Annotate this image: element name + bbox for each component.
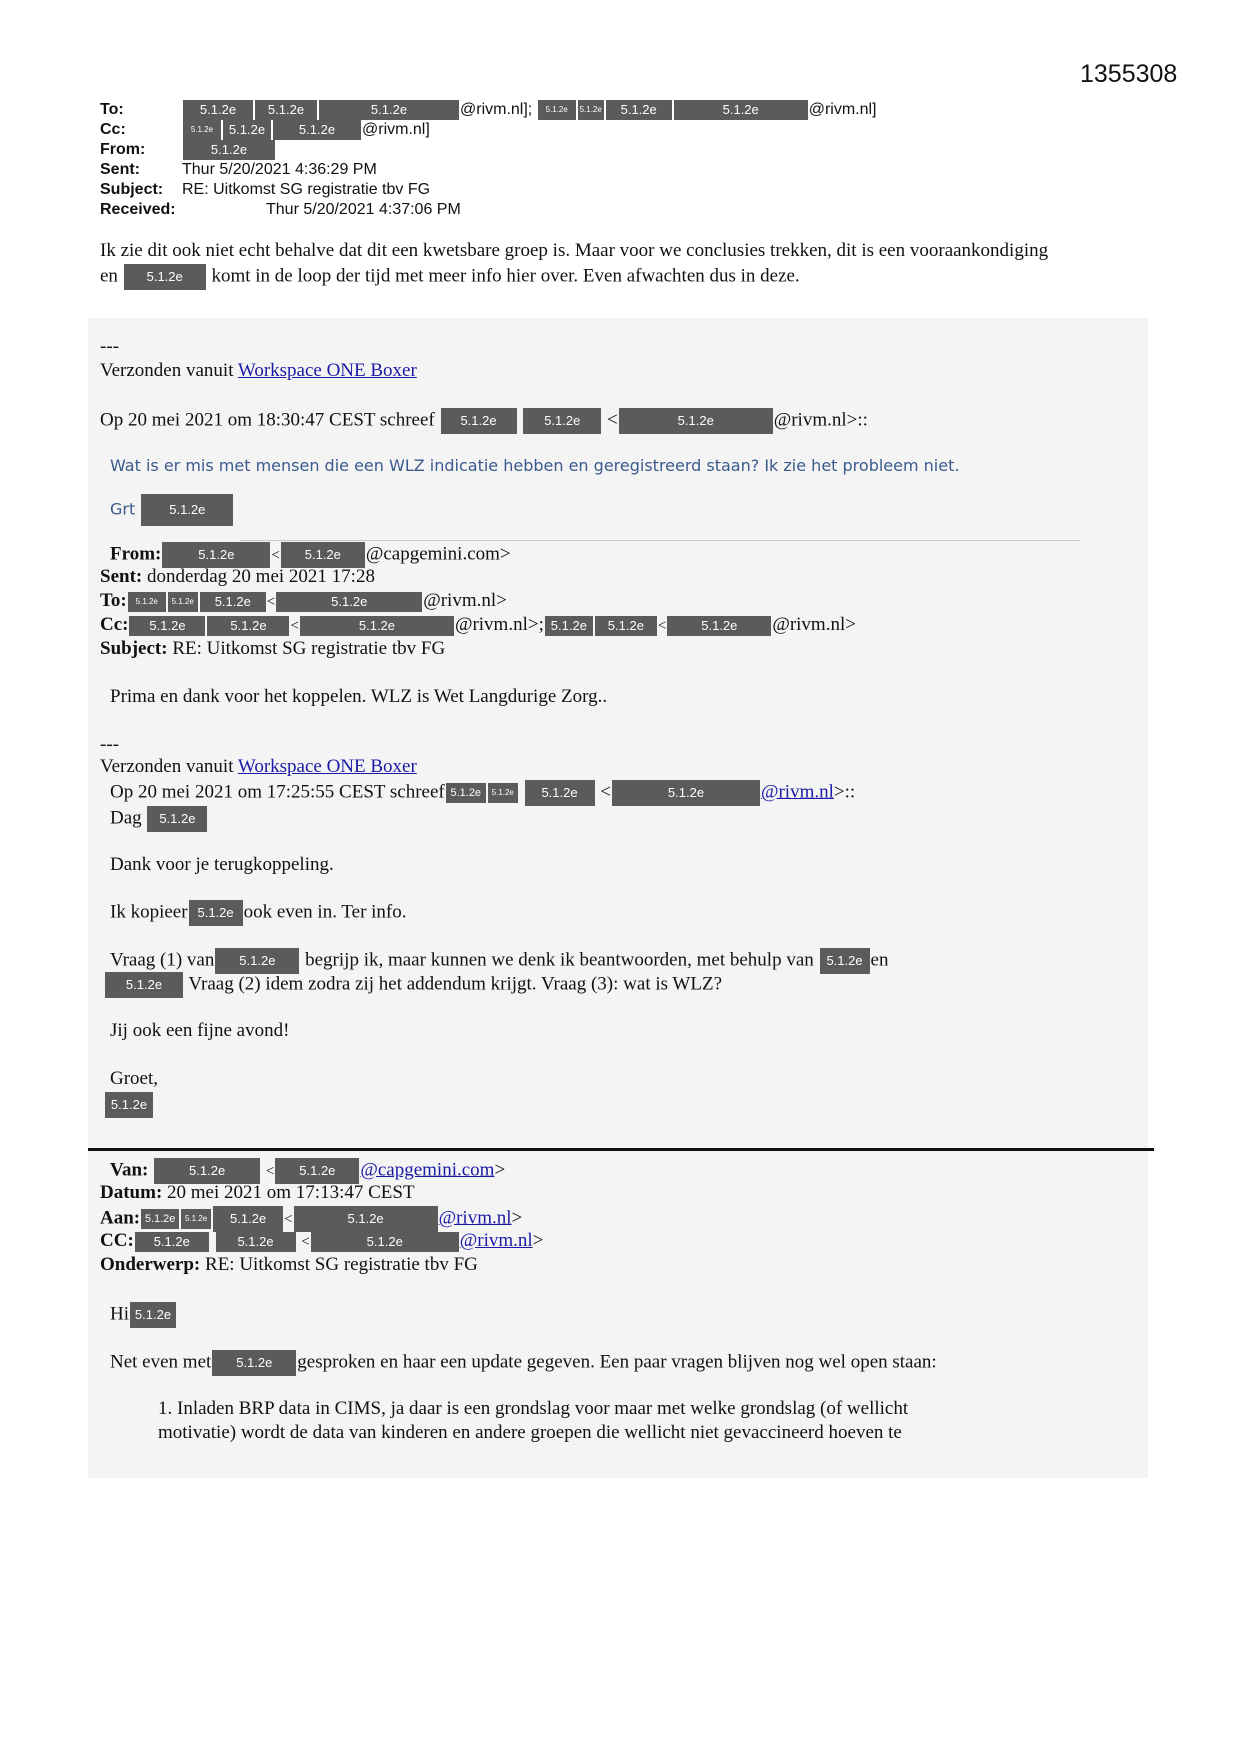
sent-value: Thur 5/20/2021 4:36:29 PM bbox=[182, 161, 377, 178]
datum-label: Datum: bbox=[100, 1182, 163, 1203]
boxer-link[interactable]: Workspace ONE Boxer bbox=[237, 360, 417, 381]
reply-intro-line bbox=[100, 408, 868, 434]
lt-symbol: < bbox=[265, 1163, 275, 1180]
redaction: 5.1.2e bbox=[181, 1209, 211, 1229]
msg4-list-item: 1. Inladen BRP data in CIMS, ja daar is een grondslag voor maar met welke grondslag (of wellicht bbox=[158, 1398, 909, 1419]
msg3-text: Ik kopieer bbox=[110, 901, 188, 923]
redaction: 5.1.2e bbox=[183, 100, 253, 120]
redaction: 5.1.2e bbox=[105, 972, 183, 998]
msg3-salutation bbox=[110, 806, 208, 832]
msg4-subject-row bbox=[100, 1254, 478, 1276]
email-header bbox=[100, 100, 877, 220]
msg4-greeting bbox=[110, 1302, 177, 1328]
lt-symbol: < bbox=[301, 1234, 310, 1250]
msg2-from-row: From: 5.1.2e < 5.1.2e @capgemini.com> bbox=[110, 542, 511, 568]
redaction: 5.1.2e bbox=[154, 1158, 260, 1184]
msg2-sent-row bbox=[100, 566, 375, 588]
cc-suffix: @rivm.nl] bbox=[362, 121, 430, 139]
msg3-line bbox=[110, 900, 407, 926]
cc-label: Cc: bbox=[100, 121, 126, 139]
reply-intro-line bbox=[110, 780, 855, 806]
header-subject-row bbox=[100, 180, 877, 200]
redaction: 5.1.2e bbox=[311, 1232, 459, 1252]
cc-label: Cc: bbox=[100, 614, 129, 635]
redaction: 5.1.2e bbox=[300, 616, 454, 636]
redaction: 5.1.2e bbox=[612, 780, 760, 806]
subject-value: RE: Uitkomst SG registratie tbv FG bbox=[172, 638, 446, 659]
msg3-line bbox=[104, 972, 722, 998]
redaction: 5.1.2e bbox=[128, 592, 166, 612]
section-divider bbox=[88, 1148, 1154, 1151]
reply-intro-suffix: >:: bbox=[833, 781, 856, 803]
header-from-row bbox=[100, 140, 877, 160]
redaction: 5.1.2e bbox=[578, 100, 604, 120]
greeting-text: Hi bbox=[110, 1303, 129, 1325]
quoted-message: Wat is er mis met mensen die een WLZ indicatie hebben en geregistreerd staan? Ik zie het probleem niet. bbox=[110, 456, 960, 475]
document-id: 1355308 bbox=[1080, 60, 1178, 88]
msg4-text: Net even met bbox=[110, 1351, 212, 1373]
redaction: 5.1.2e bbox=[189, 900, 243, 926]
redaction: 5.1.2e bbox=[525, 780, 595, 806]
header-to-row bbox=[100, 100, 877, 120]
boxer-dashes: --- bbox=[100, 734, 119, 755]
msg3-line bbox=[110, 948, 888, 974]
onderwerp-label: Onderwerp: bbox=[100, 1254, 201, 1275]
reply-email-link[interactable]: @rivm.nl bbox=[760, 781, 834, 803]
subject-label: Subject: bbox=[100, 638, 168, 659]
redaction: 5.1.2e bbox=[319, 100, 459, 120]
msg2-body: Prima en dank voor het koppelen. WLZ is Wet Langdurige Zorg.. bbox=[110, 686, 608, 707]
msg3-text: begrijp ik, maar kunnen we denk ik beantwoorden, met behulp van bbox=[305, 949, 814, 971]
redaction: 5.1.2e bbox=[215, 948, 299, 974]
to-suffix: @rivm.nl]; bbox=[460, 101, 533, 119]
redaction: 5.1.2e bbox=[273, 120, 361, 140]
redaction: 5.1.2e bbox=[538, 100, 576, 120]
msg3-line: Dank voor je terugkoppeling. bbox=[110, 854, 334, 875]
msg2-cc-row: Cc: 5.1.2e 5.1.2e < 5.1.2e @rivm.nl>; 5.1.2e 5.1.2e < 5.1.2e @rivm.nl> bbox=[100, 614, 856, 635]
redaction: 5.1.2e bbox=[606, 100, 672, 120]
sent-label: Sent: bbox=[100, 161, 140, 178]
msg4-van-row bbox=[110, 1158, 505, 1184]
redaction: 5.1.2e bbox=[141, 1209, 179, 1229]
divider bbox=[240, 540, 1080, 541]
aan-label: Aan: bbox=[100, 1207, 141, 1229]
lt-symbol: < bbox=[607, 409, 618, 431]
msg3-text: ook even in. Ter info. bbox=[243, 901, 407, 923]
msg2-to-row: To: 5.1.2e 5.1.2e 5.1.2e < 5.1.2e @rivm.nl> bbox=[100, 590, 507, 611]
redaction: 5.1.2e bbox=[441, 408, 517, 434]
redaction: 5.1.2e bbox=[523, 408, 601, 434]
redaction: 5.1.2e bbox=[213, 1206, 283, 1232]
to-suffix: @rivm.nl] bbox=[808, 101, 877, 119]
van-email-link[interactable]: @capgemini.com bbox=[360, 1159, 495, 1181]
reply-intro-suffix: @rivm.nl>:: bbox=[773, 409, 868, 431]
redaction: 5.1.2e bbox=[183, 120, 221, 140]
gt-symbol: > bbox=[494, 1159, 506, 1181]
redaction: 5.1.2e bbox=[619, 408, 773, 434]
to-label: To: bbox=[100, 101, 124, 119]
redaction: 5.1.2e bbox=[105, 1092, 153, 1118]
boxer-signature bbox=[100, 360, 417, 382]
to-suffix: @rivm.nl> bbox=[423, 590, 507, 611]
cc-suffix: @rivm.nl>; bbox=[454, 614, 544, 635]
redaction: 5.1.2e bbox=[281, 542, 365, 568]
gt-symbol: > bbox=[532, 1230, 544, 1251]
quoted-greeting bbox=[110, 494, 234, 526]
msg4-cc-row bbox=[100, 1230, 543, 1252]
lt-symbol: < bbox=[600, 781, 611, 803]
reply-intro-text: Op 20 mei 2021 om 17:25:55 CEST schreef bbox=[110, 781, 445, 803]
redaction: 5.1.2e bbox=[162, 542, 270, 568]
redaction: 5.1.2e bbox=[129, 616, 205, 636]
msg3-line: Jij ook een fijne avond! bbox=[110, 1020, 290, 1041]
boxer-dashes: --- bbox=[100, 336, 119, 357]
redaction: 5.1.2e bbox=[820, 948, 870, 974]
message-line bbox=[100, 264, 800, 290]
redaction: 5.1.2e bbox=[674, 100, 808, 120]
redaction: 5.1.2e bbox=[545, 616, 593, 636]
sent-label: Sent: bbox=[100, 566, 143, 587]
received-label: Received: bbox=[100, 201, 176, 218]
boxer-text: Verzonden vanuit bbox=[100, 360, 234, 381]
header-received-row bbox=[100, 200, 877, 220]
datum-value: 20 mei 2021 om 17:13:47 CEST bbox=[167, 1182, 415, 1203]
msg3-signature bbox=[104, 1092, 154, 1118]
reply-intro-text: Op 20 mei 2021 om 18:30:47 CEST schreef bbox=[100, 409, 435, 431]
received-value: Thur 5/20/2021 4:37:06 PM bbox=[266, 201, 461, 218]
msg3-text: Vraag (2) idem zodra zij het addendum krijgt. Vraag (3): wat is WLZ? bbox=[188, 973, 722, 995]
redaction: 5.1.2e bbox=[124, 264, 206, 290]
salutation-text: Dag bbox=[110, 807, 142, 829]
redaction: 5.1.2e bbox=[135, 1232, 209, 1252]
redaction: 5.1.2e bbox=[446, 783, 486, 803]
redaction: 5.1.2e bbox=[294, 1206, 438, 1232]
lt-symbol: < bbox=[284, 1211, 293, 1228]
msg4-aan-row bbox=[100, 1206, 522, 1232]
subject-label: Subject: bbox=[100, 181, 164, 198]
header-cc-row bbox=[100, 120, 877, 140]
aan-email-link[interactable]: @rivm.nl bbox=[438, 1207, 512, 1229]
greeting-text: Grt bbox=[110, 499, 136, 519]
msg4-list-item: motivatie) wordt de data van kinderen en andere groepen die wellicht niet gevaccineerd hoeven te bbox=[158, 1422, 902, 1443]
msg4-text: gesproken en haar een update gegeven. Een paar vragen blijven nog wel open staan: bbox=[297, 1351, 937, 1373]
cc-label: CC: bbox=[100, 1230, 134, 1251]
to-label: To: bbox=[100, 590, 127, 611]
from-suffix: @capgemini.com> bbox=[365, 543, 511, 565]
from-label: From: bbox=[110, 543, 162, 565]
msg3-text: Vraag (1) van bbox=[110, 949, 215, 971]
message-text: en bbox=[100, 265, 118, 287]
msg3-line: Groet, bbox=[110, 1068, 159, 1089]
message-text: komt in de loop der tijd met meer info hier over. Even afwachten dus in deze. bbox=[211, 265, 800, 287]
redaction: 5.1.2e bbox=[595, 616, 657, 636]
redaction: 5.1.2e bbox=[276, 592, 422, 612]
redaction: 5.1.2e bbox=[207, 616, 289, 636]
quoted-thread-area bbox=[88, 318, 1148, 1478]
redaction: 5.1.2e bbox=[200, 592, 266, 612]
subject-value: RE: Uitkomst SG registratie tbv FG bbox=[182, 181, 431, 198]
boxer-text: Verzonden vanuit bbox=[100, 756, 234, 777]
msg4-datum-row bbox=[100, 1182, 415, 1204]
redaction: 5.1.2e bbox=[216, 1232, 296, 1252]
gt-symbol: > bbox=[511, 1207, 523, 1229]
redaction: 5.1.2e bbox=[183, 140, 275, 160]
redaction: 5.1.2e bbox=[168, 592, 198, 612]
cc-suffix: @rivm.nl> bbox=[772, 614, 856, 635]
sent-value: donderdag 20 mei 2021 17:28 bbox=[146, 566, 375, 587]
msg4-line bbox=[110, 1350, 937, 1376]
redaction: 5.1.2e bbox=[488, 783, 518, 803]
message-line: Ik zie dit ook niet echt behalve dat dit een kwetsbare groep is. Maar voor we conclusies trekken, dit is een vooraankondiging bbox=[100, 240, 1049, 261]
redaction: 5.1.2e bbox=[212, 1350, 296, 1376]
redaction: 5.1.2e bbox=[275, 1158, 359, 1184]
redaction: 5.1.2e bbox=[223, 120, 271, 140]
onderwerp-value: RE: Uitkomst SG registratie tbv FG bbox=[205, 1254, 478, 1275]
redaction: 5.1.2e bbox=[255, 100, 317, 120]
header-sent-row bbox=[100, 160, 877, 180]
msg3-text: en bbox=[870, 949, 889, 971]
from-label: From: bbox=[100, 141, 146, 159]
boxer-signature bbox=[100, 756, 417, 778]
redaction: 5.1.2e bbox=[130, 1302, 176, 1328]
redaction: 5.1.2e bbox=[147, 806, 207, 832]
msg2-subject-row bbox=[100, 638, 445, 660]
van-label: Van: bbox=[110, 1159, 149, 1181]
cc-email-link[interactable]: @rivm.nl bbox=[459, 1230, 533, 1251]
boxer-link[interactable]: Workspace ONE Boxer bbox=[237, 756, 417, 777]
redaction: 5.1.2e bbox=[667, 616, 771, 636]
redaction: 5.1.2e bbox=[141, 494, 233, 526]
